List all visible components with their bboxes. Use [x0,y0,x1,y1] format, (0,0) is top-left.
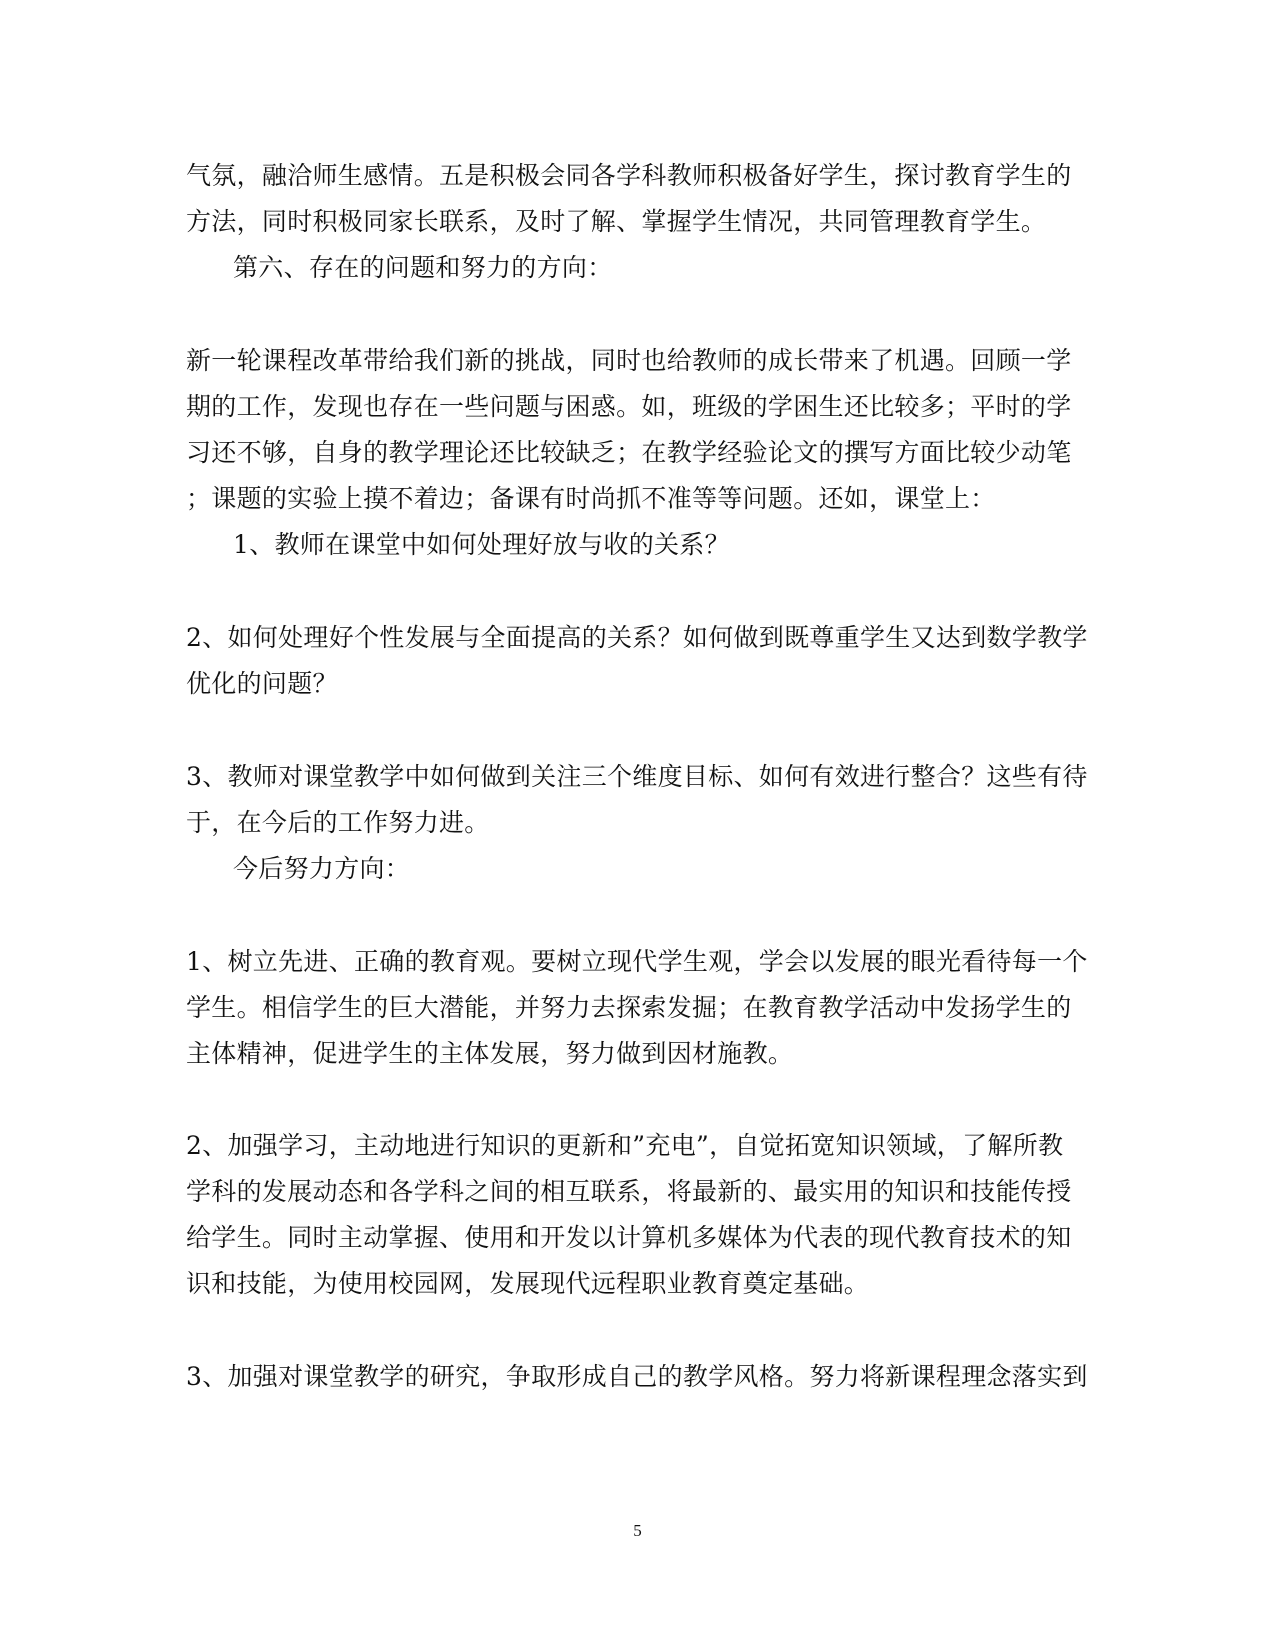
text-line: 气氛，融洽师生感情。五是积极会同各学科教师积极备好学生，探讨教育学生的 [186,161,1072,190]
section-heading: 今后努力方向： [233,854,411,883]
text-line: 习还不够，自身的教学理论还比较缺乏；在教学经验论文的撰写方面比较少动笔 [186,438,1072,467]
text-line: 识和技能，为使用校园网，发展现代远程职业教育奠定基础。 [186,1269,870,1298]
text-line: 给学生。同时主动掌握、使用和开发以计算机多媒体为代表的现代教育技术的知 [186,1223,1072,1252]
list-item: 2、如何处理好个性发展与全面提高的关系？如何做到既尊重学生又达到数学教学 [186,623,1088,652]
list-item: 1、树立先进、正确的教育观。要树立现代学生观，学会以发展的眼光看待每一个 [186,947,1088,976]
page-number: 5 [633,1521,642,1540]
text-line: 学科的发展动态和各学科之间的相互联系，将最新的、最实用的知识和技能传授 [186,1177,1072,1206]
list-item: 3、加强对课堂教学的研究，争取形成自己的教学风格。努力将新课程理念落实到 [186,1362,1088,1391]
list-item: 2、加强学习，主动地进行知识的更新和”充电”，自觉拓宽知识领域，了解所教 [186,1131,1064,1160]
text-line: 方法，同时积极同家长联系，及时了解、掌握学生情况，共同管理教育学生。 [186,207,1047,236]
text-line: 学生。相信学生的巨大潜能，并努力去探索发掘；在教育教学活动中发扬学生的 [186,993,1072,1022]
list-item: 1、教师在课堂中如何处理好放与收的关系？ [233,530,730,559]
list-item: 3、教师对课堂教学中如何做到关注三个维度目标、如何有效进行整合？这些有待 [186,762,1088,791]
text-line: 主体精神，促进学生的主体发展，努力做到因材施教。 [186,1039,794,1068]
text-line: ；课题的实验上摸不着边；备课有时尚抓不准等等问题。还如，课堂上： [186,484,996,513]
text-line: 于，在今后的工作努力进。 [186,808,490,837]
text-line: 新一轮课程改革带给我们新的挑战，同时也给教师的成长带来了机遇。回顾一学 [186,346,1072,375]
text-line: 期的工作，发现也存在一些问题与困惑。如，班级的学困生还比较多；平时的学 [186,392,1072,421]
text-line: 优化的问题？ [186,669,338,698]
section-heading: 第六、存在的问题和努力的方向： [233,253,613,282]
